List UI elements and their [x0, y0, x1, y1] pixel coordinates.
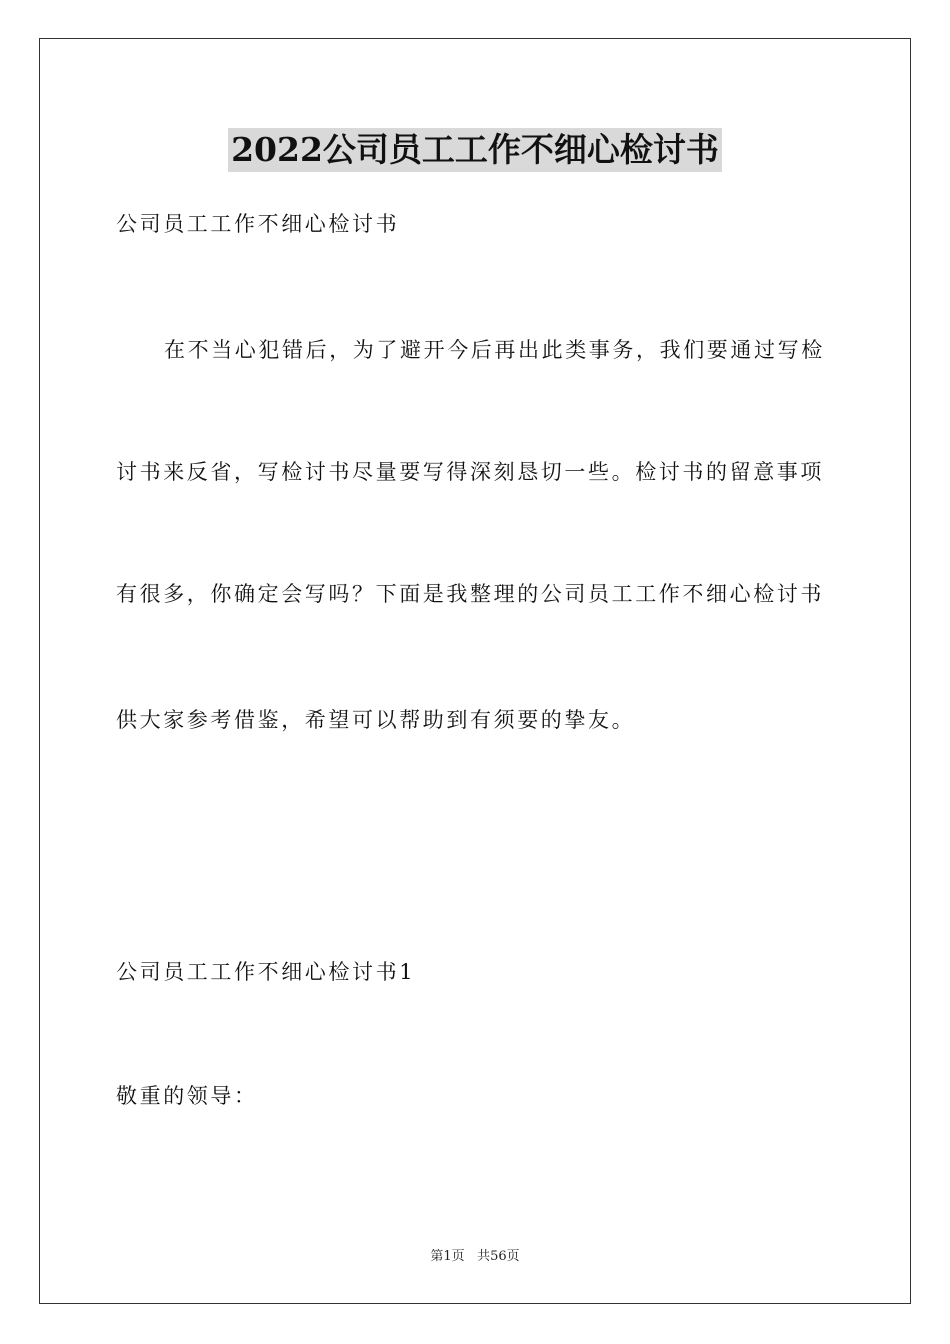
page-total: 共56页 — [477, 1249, 520, 1264]
section-heading: 公司员工工作不细心检讨书1 — [116, 960, 416, 984]
document-title: 2022公司员工工作不细心检讨书 — [228, 128, 722, 172]
title-container — [0, 128, 950, 172]
salutation: 敬重的领导： — [116, 1084, 258, 1108]
intro-line-3: 有很多，你确定会写吗？下面是我整理的公司员工工作不细心检讨书 — [116, 582, 824, 606]
intro-line-2: 讨书来反省，写检讨书尽量要写得深刻恳切一些。检讨书的留意事项 — [116, 460, 824, 484]
intro-line-1: 在不当心犯错后，为了避开今后再出此类事务，我们要通过写检 — [164, 338, 825, 362]
page-number: 第1页 — [430, 1249, 465, 1264]
subtitle: 公司员工工作不细心检讨书 — [116, 212, 400, 236]
intro-line-4: 供大家参考借鉴，希望可以帮助到有须要的挚友。 — [116, 708, 636, 732]
page-footer — [0, 1248, 950, 1266]
